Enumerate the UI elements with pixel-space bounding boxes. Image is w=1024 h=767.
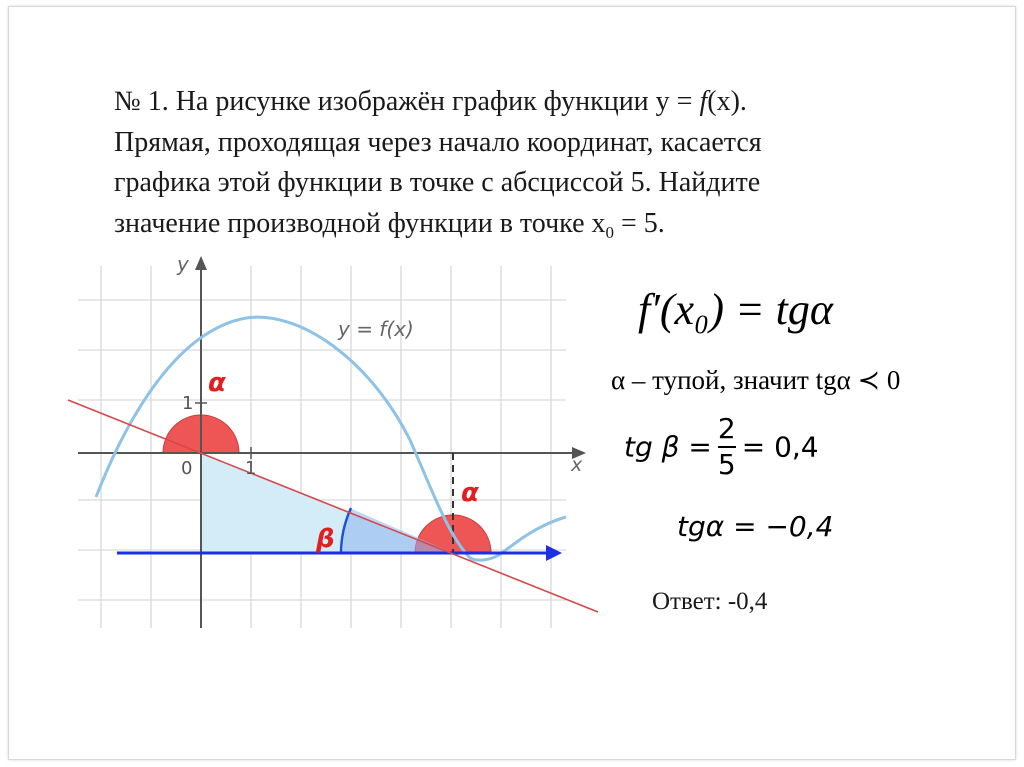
problem-line-3: графика этой функции в точке с абсциссой 5. Найдите bbox=[114, 167, 761, 198]
y-axis-label: y bbox=[177, 252, 189, 276]
problem-line-4: значение производной функции в точке $x_0 = 5$. bbox=[114, 207, 665, 242]
tg-beta-fraction: $\frac{2}{5}$ bbox=[717, 412, 736, 481]
x-tick-label: 1 bbox=[245, 458, 257, 479]
derivative-definition: f′(x₀) = tgα bbox=[638, 285, 833, 334]
curve-label: y = f(x) bbox=[338, 317, 414, 341]
y-tick-label: 1 bbox=[182, 393, 194, 414]
tg-beta-formula: tg β = $\frac{2}{5}$ = 0,4 bbox=[624, 412, 819, 481]
obtuse-angle-note: α – тупой, значит tgα ≺ 0 bbox=[611, 365, 901, 395]
tangent-line bbox=[68, 400, 598, 612]
horizontal-arrow-head bbox=[546, 545, 562, 561]
origin-label: 0 bbox=[181, 458, 193, 479]
alpha-label-tangent-point: α bbox=[461, 478, 479, 508]
problem-line-1: № 1. На рисунке изображён график функции y = f(x). bbox=[114, 86, 747, 117]
beta-label: β bbox=[316, 524, 335, 554]
y-axis-arrow bbox=[195, 256, 207, 270]
tg-alpha-formula: tgα = −0,4 bbox=[677, 510, 834, 543]
x-axis-label: x bbox=[571, 454, 583, 476]
problem-line-2: Прямая, проходящая через начало координат, касается bbox=[114, 126, 762, 158]
answer bbox=[652, 588, 767, 616]
alpha-label-origin: α bbox=[208, 368, 226, 398]
grid bbox=[78, 266, 566, 628]
answer-value: -0,4 bbox=[727, 588, 768, 615]
answer-label: Ответ: bbox=[652, 588, 722, 615]
